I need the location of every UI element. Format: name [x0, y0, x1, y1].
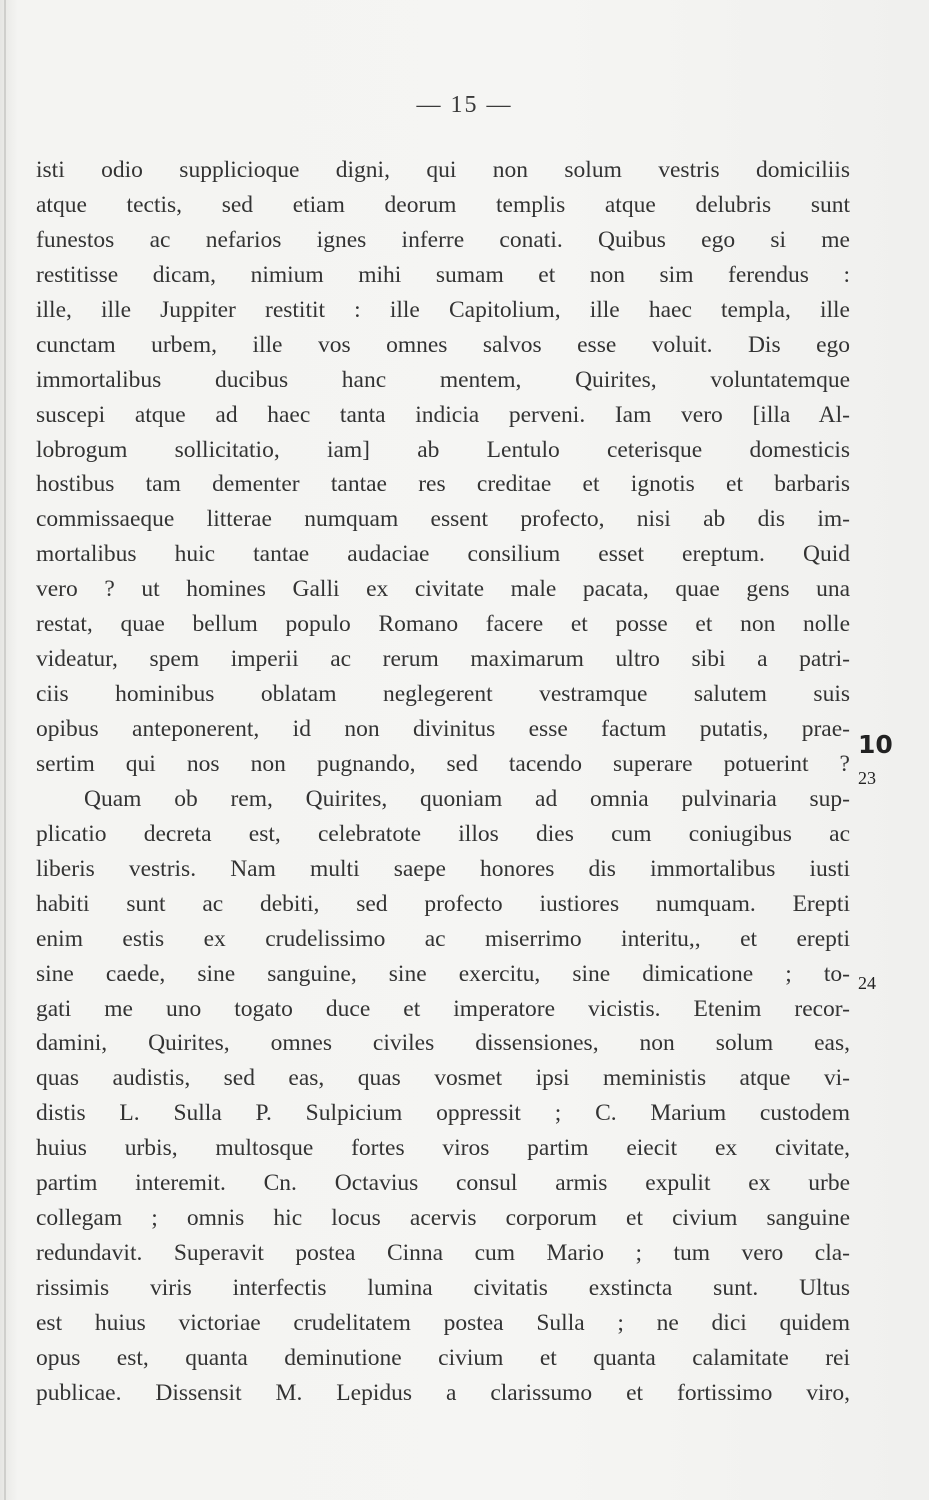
text-line: distis L. Sulla P. Sulpicium oppressit ; C. Marium custodem [36, 1100, 850, 1127]
text-line: mortalibus huic tantae audaciae consilium esset ereptum. Quid [36, 541, 850, 568]
text-line: redundavit. Superavit postea Cinna cum Mario ; tum vero cla- [36, 1240, 850, 1267]
text-line: est huius victoriae crudelitatem postea Sulla ; ne dici quidem [36, 1309, 850, 1336]
margin-section-number: 10 [858, 730, 893, 759]
text-line: partim interemit. Cn. Octavius consul armis expulit ex urbe [36, 1170, 850, 1197]
text-line: gati me uno togato duce et imperatore vicistis. Etenim recor- [36, 995, 850, 1022]
text-line: hostibus tam dementer tantae res creditae et ignotis et barbaris [36, 471, 850, 498]
text-line: sertim qui nos non pugnando, sed tacendo superare potuerint ? [36, 750, 850, 777]
text-line: rissimis viris interfectis lumina civitatis exstincta sunt. Ultus [36, 1275, 850, 1301]
text-line: cunctam urbem, ille vos omnes salvos esse voluit. Dis ego [36, 331, 850, 358]
text-line: suscepi atque ad haec tanta indicia perveni. Iam vero [illa Al- [36, 401, 850, 428]
text-line: restitisse dicam, nimium mihi sumam et non sim ferendus : [36, 261, 850, 288]
text-line: publicae. Dissensit M. Lepidus a clarissumo et fortissimo viro, [36, 1379, 850, 1406]
text-line: vero ? ut homines Galli ex civitate male pacata, quae gens una [36, 576, 850, 603]
text-line: ciis hominibus oblatam neglegerent vestramque salutem suis [36, 681, 850, 708]
text-line: opibus anteponerent, id non divinitus esse factum putatis, prae- [36, 716, 850, 742]
text-line: atque tectis, sed etiam deorum templis atque delubris sunt [36, 191, 850, 218]
page-number: — 15 — [416, 92, 513, 118]
text-line: immortalibus ducibus hanc mentem, Quirites, voluntatemque [36, 366, 850, 393]
text-line: huius urbis, multosque fortes viros partim eiecit ex civitate, [36, 1135, 850, 1162]
text-line: lobrogum sollicitatio, iam] ab Lentulo ceterisque domesticis [36, 436, 850, 463]
text-line: enim estis ex crudelissimo ac miserrimo interitu,, et erepti [36, 925, 850, 952]
text-line: ille, ille Juppiter restitit : ille Capitolium, ille haec templa, ille [36, 296, 850, 323]
margin-section-number: 24 [858, 973, 876, 993]
text-line: isti odio supplicioque digni, qui non solum vestris domiciliis [36, 157, 850, 183]
text-line: quas audistis, sed eas, quas vosmet ipsi meministis atque vi- [36, 1065, 850, 1092]
text-line: sine caede, sine sanguine, sine exercitu, sine dimicatione ; to- [36, 960, 850, 987]
text-line: liberis vestris. Nam multi saepe honores dis immortalibus iusti [36, 855, 850, 882]
page-edge [4, 0, 6, 1500]
text-line: restat, quae bellum populo Romano facere et posse et non nolle [36, 611, 850, 638]
text-line: collegam ; omnis hic locus acervis corporum et civium sanguine [36, 1205, 850, 1232]
text-line: videatur, spem imperii ac rerum maximarum ultro sibi a patri- [36, 646, 850, 673]
text-line: damini, Quirites, omnes civiles dissensiones, non solum eas, [36, 1030, 850, 1057]
text-line: plicatio decreta est, celebratote illos dies cum coniugibus ac [36, 820, 850, 847]
latin-text-body [36, 153, 850, 1411]
text-line: funestos ac nefarios ignes inferre conati. Quibus ego si me [36, 226, 850, 253]
text-line: opus est, quanta deminutione civium et quanta calamitate rei [36, 1344, 850, 1371]
text-line: commissaeque litterae numquam essent profecto, nisi ab dis im- [36, 506, 850, 533]
text-line: habiti sunt ac debiti, sed profecto iustiores numquam. Erepti [36, 890, 850, 917]
paragraph-start-line: Quam ob rem, Quirites, quoniam ad omnia pulvinaria sup- [84, 785, 850, 812]
margin-section-number: 23 [858, 768, 876, 788]
